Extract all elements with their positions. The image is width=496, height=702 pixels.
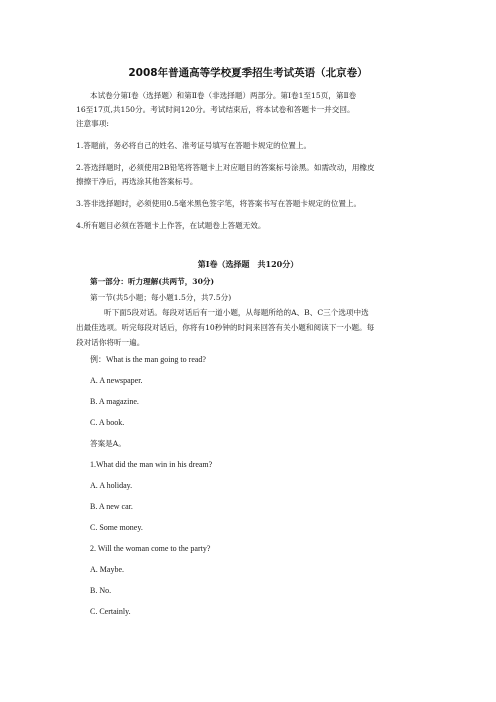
part-title: 第一部分：听力理解(共两节，30分): [90, 277, 215, 286]
question-2-option: A. Maybe.: [90, 565, 124, 574]
example-answer: 答案是A。: [90, 439, 126, 448]
question-1-option: B. A new car.: [90, 502, 133, 511]
question-2: 2. Will the woman come to the party?: [90, 544, 211, 553]
notes-heading: 注意事项:: [76, 119, 109, 128]
question-2-option: C. Certainly.: [90, 607, 131, 616]
note-item: 擦擦干净后，再选涂其他答案标号。: [76, 177, 198, 186]
question-2-option: B. No.: [90, 586, 112, 595]
instruction-line: 听下面5段对话。每段对话后有一道小题，从每题所给的A、B、C三个选项中选: [104, 308, 369, 317]
example-option: A. A newspaper.: [90, 376, 143, 385]
note-item: 1.答题前，务必将自己的姓名、准考证号填写在答题卡规定的位置上。: [76, 141, 312, 150]
intro-line-1: 本试卷分第Ⅰ卷（选择题）和第Ⅱ卷（非选择题）两部分。第Ⅰ卷1至15页，第Ⅱ卷: [90, 91, 357, 100]
section-title: 第Ⅰ卷（选择题 共120分）: [197, 259, 299, 269]
intro-line-2: 16至17页,共150分。考试时间120分。考试结束后，将本试卷和答题卡一并交回。: [76, 105, 355, 114]
question-1-option: A. A holiday.: [90, 481, 133, 490]
subsection-title: 第一节(共5小题；每小题1.5分，共7.5分): [90, 293, 232, 302]
note-item: 2.答选择题时，必须使用2B铅笔将答题卡上对应题目的答案标号涂黑。如需改动，用橡皮: [76, 163, 375, 172]
question-1: 1.What did the man win in his dream?: [90, 460, 213, 469]
example-question: 例：What is the man going to read?: [90, 355, 206, 364]
example-option: C. A book.: [90, 418, 125, 427]
instruction-line: 出最佳选项。听完每段对话后，你将有10秒钟的时间来回答有关小题和阅读下一小题。每: [76, 323, 375, 332]
document-title: 2008年普通高等学校夏季招生考试英语（北京卷）: [128, 67, 368, 79]
note-item: 3.答非选择题时，必须使用0.5毫米黑色签字笔，将答案书写在答题卡规定的位置上。: [76, 199, 362, 208]
note-item: 4.所有题目必须在答题卡上作答，在试题卷上答题无效。: [76, 221, 266, 230]
instruction-line: 段对话你将听一遍。: [76, 338, 145, 347]
example-option: B. A magazine.: [90, 397, 139, 406]
question-1-option: C. Some money.: [90, 523, 143, 532]
